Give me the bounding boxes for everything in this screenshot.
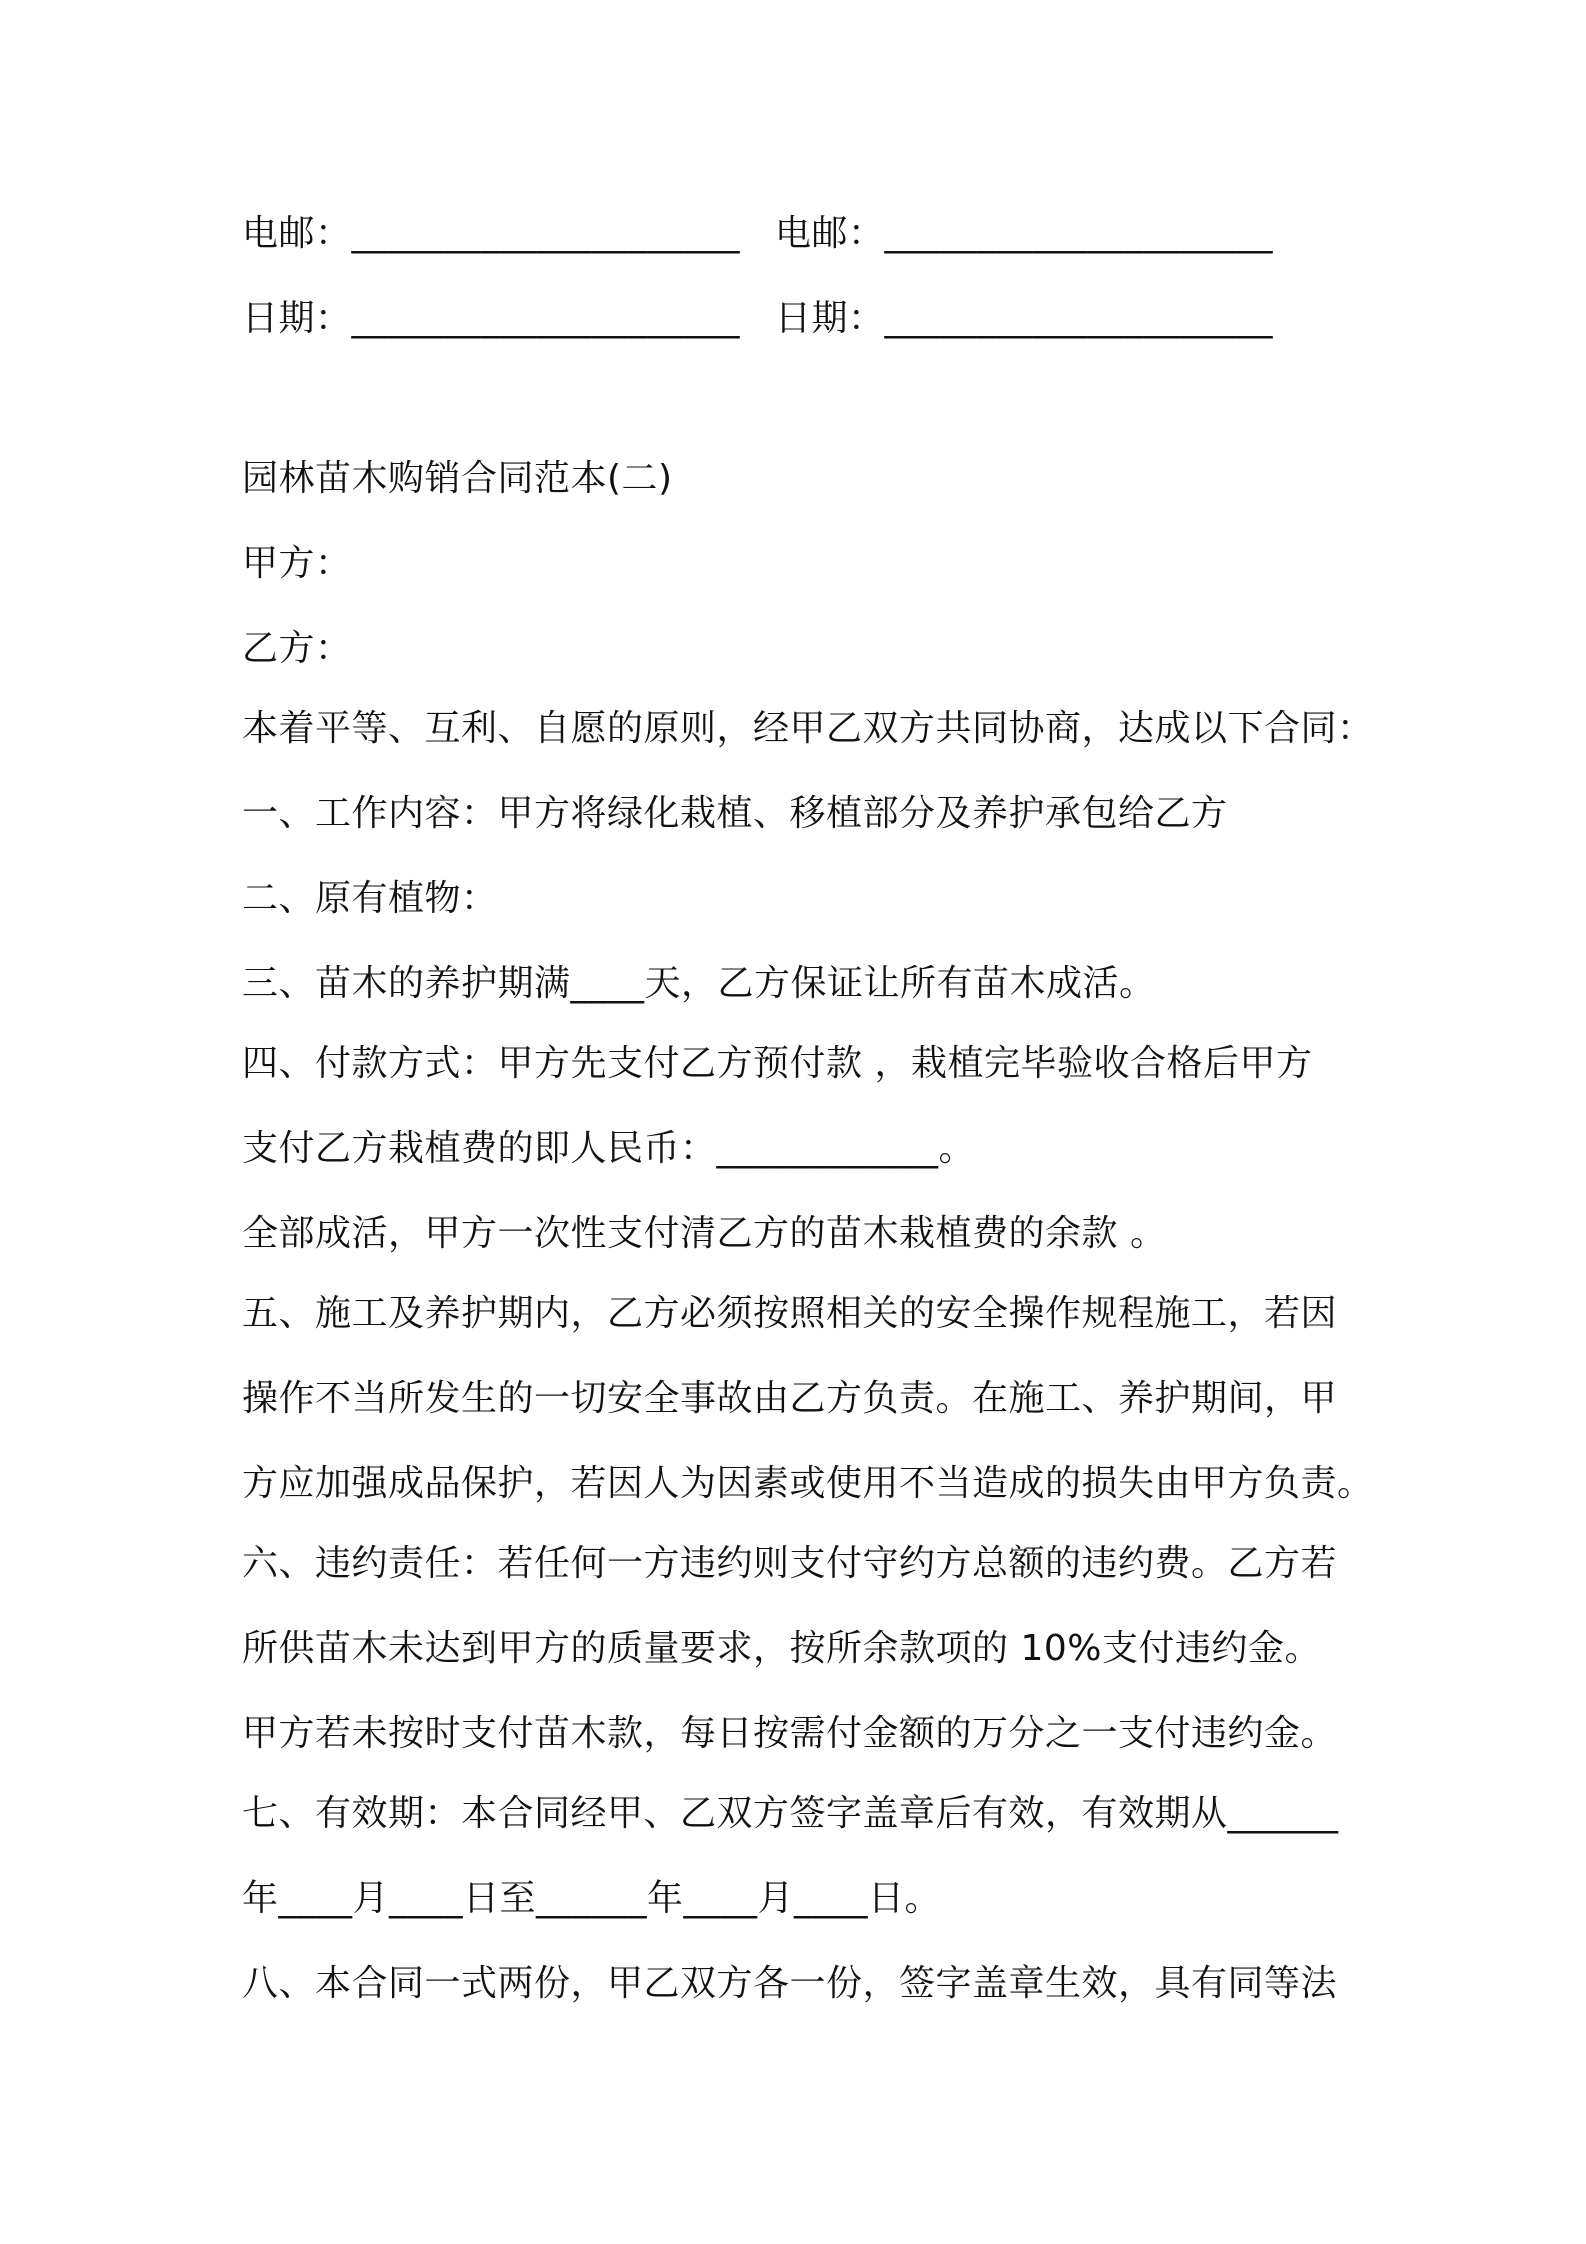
clause-4-line-3: 全部成活，甲方一次性支付清乙方的苗木栽植费的余款 。 (242, 1213, 1167, 1254)
preamble-line: 本着平等、互利、自愿的原则，经甲乙双方共同协商，达成以下合同： (242, 708, 1374, 749)
clause-4-line-1: 四、付款方式：甲方先支付乙方预付款 ，栽植完毕验收合格后甲方 (242, 1043, 1313, 1084)
clause-7-line-2: 年____月____日至______年____月____日。 (242, 1878, 942, 1919)
clause-6-line-2: 所供苗木未达到甲方的质量要求，按所余款项的 10%支付违约金。 (242, 1628, 1321, 1669)
clause-4-line-2: 支付乙方栽植费的即人民币：____________。 (242, 1128, 976, 1169)
clause-6-line-3: 甲方若未按时支付苗木款，每日按需付金额的万分之一支付违约金。 (242, 1713, 1338, 1754)
clause-5-line-3: 方应加强成品保护，若因人为因素或使用不当造成的损失由甲方负责。 (242, 1463, 1374, 1504)
clause-7-line-1: 七、有效期：本合同经甲、乙双方签字盖章后有效，有效期从______ (242, 1793, 1339, 1834)
party-a-email-line: 电邮：_____________________ (242, 213, 741, 254)
party-b-email-line: 电邮：_____________________ (775, 213, 1274, 254)
party-b-date-line: 日期：_____________________ (775, 298, 1274, 339)
party-a-date-line: 日期：_____________________ (242, 298, 741, 339)
clause-3-line: 三、苗木的养护期满____天，乙方保证让所有苗木成活。 (242, 963, 1156, 1004)
clause-8-line-1: 八、本合同一式两份，甲乙双方各一份，签字盖章生效，具有同等法 (242, 1963, 1338, 2004)
contract-title: 园林苗木购销合同范本(二) (242, 458, 673, 499)
clause-6-line-1: 六、违约责任：若任何一方违约则支付守约方总额的违约费。乙方若 (242, 1543, 1338, 1584)
clause-5-line-1: 五、施工及养护期内，乙方必须按照相关的安全操作规程施工，若因 (242, 1293, 1338, 1334)
clause-5-line-2: 操作不当所发生的一切安全事故由乙方负责。在施工、养护期间，甲 (242, 1378, 1338, 1419)
clause-2-line: 二、原有植物： (242, 878, 498, 919)
party-b-label: 乙方： (242, 628, 352, 669)
party-a-label: 甲方： (242, 543, 352, 584)
clause-1-line: 一、工作内容：甲方将绿化栽植、移植部分及养护承包给乙方 (242, 793, 1228, 834)
